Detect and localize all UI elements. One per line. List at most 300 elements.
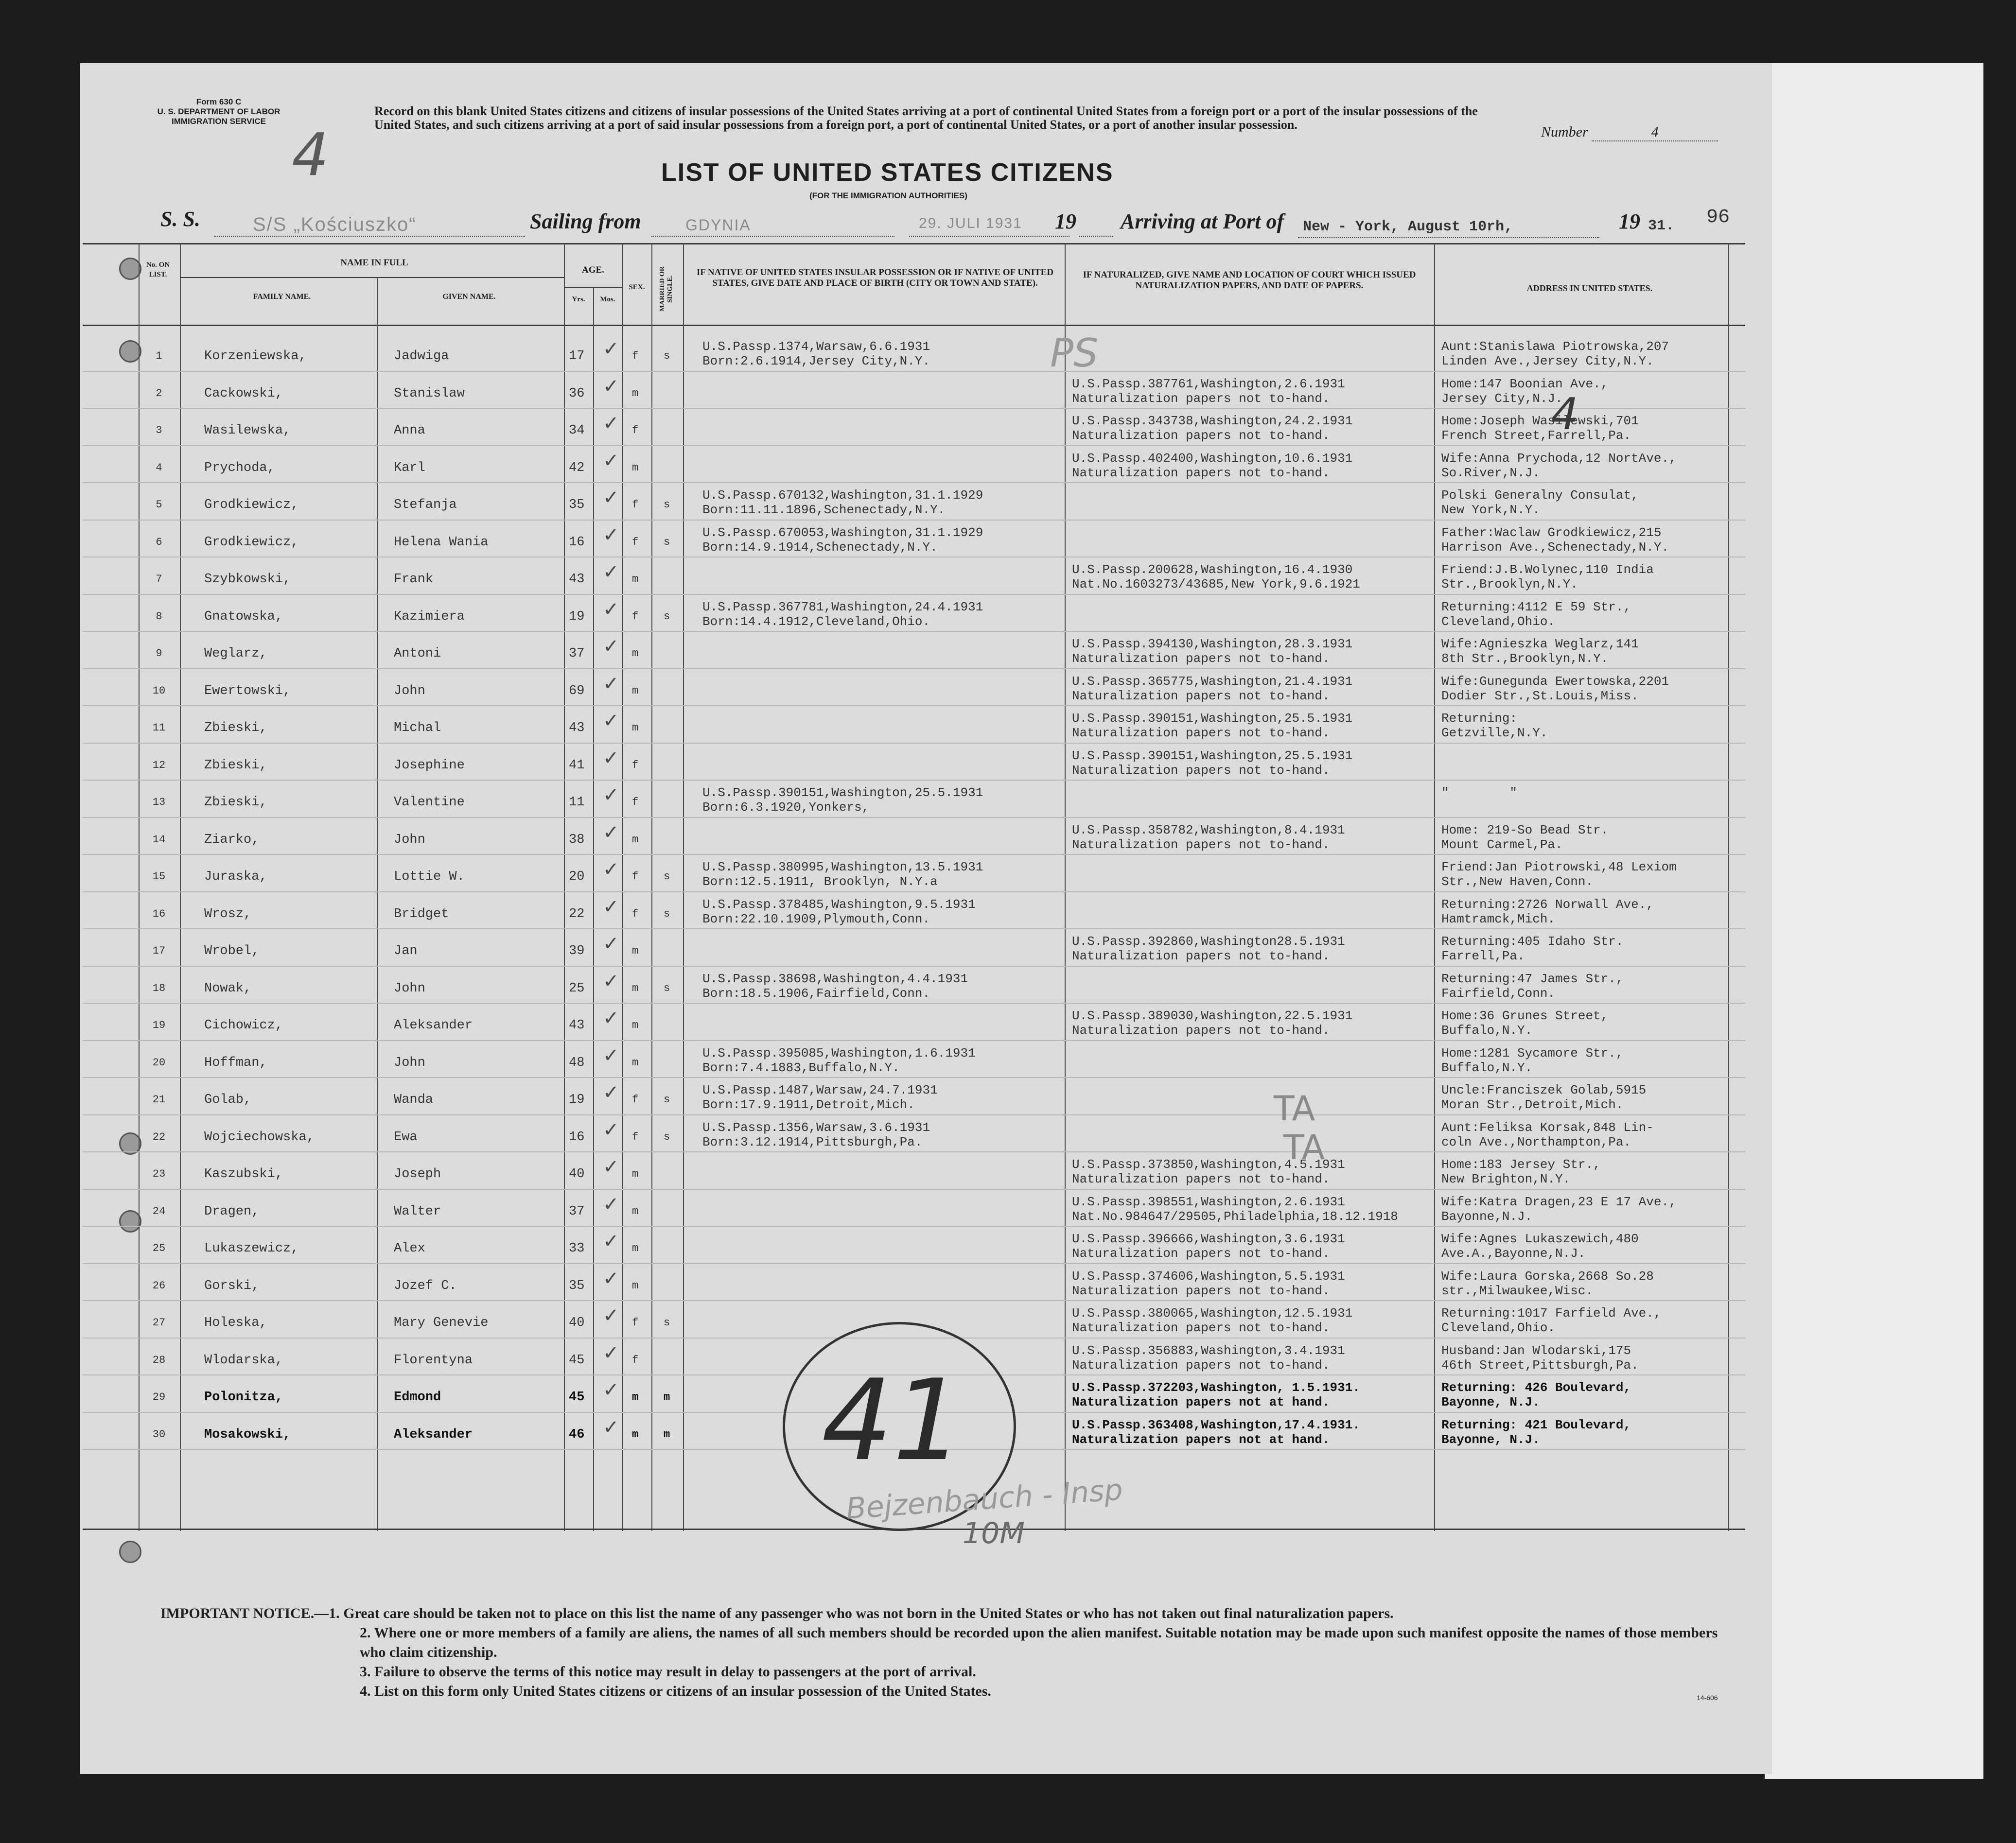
given-name: Frank xyxy=(394,572,434,587)
age-years: 11 xyxy=(569,795,585,810)
family-name: Wlodarska, xyxy=(204,1353,283,1368)
circled-total-value: 41 xyxy=(822,1356,964,1486)
age-years: 37 xyxy=(569,1204,585,1219)
age-years: 37 xyxy=(569,646,585,661)
col-given-name: GIVEN NAME. xyxy=(442,293,496,301)
given-name: John xyxy=(394,1055,425,1070)
row-number: 23 xyxy=(152,1168,166,1180)
age-years: 45 xyxy=(569,1353,585,1368)
sex: m xyxy=(632,1391,639,1403)
age-years: 19 xyxy=(569,1093,585,1107)
age-years: 69 xyxy=(569,683,585,698)
naturalization-info-line: U.S.Passp.372203,Washington, 1.5.1931. xyxy=(1072,1380,1360,1395)
check-mark-icon: ✓ xyxy=(603,1007,619,1029)
row-rule xyxy=(83,482,1745,483)
address-line: Bayonne,N.J. xyxy=(1441,1209,1533,1224)
naturalization-info-line: Naturalization papers not to-hand. xyxy=(1072,428,1330,443)
check-mark-icon: ✓ xyxy=(603,338,619,360)
row-number: 2 xyxy=(156,387,162,400)
birth-info-line: Born:7.4.1883,Buffalo,N.Y. xyxy=(702,1060,900,1075)
check-mark-icon: ✓ xyxy=(603,784,619,806)
naturalization-info-line: U.S.Passp.373850,Washington,4.5.1931 xyxy=(1072,1157,1345,1172)
family-name: Zbieski, xyxy=(204,758,267,773)
marital-status: s xyxy=(664,907,670,920)
row-number: 30 xyxy=(152,1428,166,1441)
row-number: 25 xyxy=(152,1242,166,1254)
given-name: Michal xyxy=(394,721,441,735)
address-line: Wife:Agnieszka Weglarz,141 xyxy=(1441,637,1639,651)
check-mark-icon: ✓ xyxy=(603,1118,619,1141)
age-years: 42 xyxy=(569,460,585,475)
address-line: Mount Carmel,Pa. xyxy=(1441,837,1563,852)
col-family-name: FAMILY NAME. xyxy=(253,293,311,301)
marital-status: s xyxy=(664,1130,670,1143)
given-name: John xyxy=(394,683,425,698)
sex: f xyxy=(632,1094,639,1106)
sex: m xyxy=(632,1019,639,1031)
address-line: Returning:47 James Str., xyxy=(1441,971,1624,986)
check-mark-icon: ✓ xyxy=(603,970,619,992)
naturalization-info-line: Naturalization papers not to-hand. xyxy=(1072,651,1330,666)
col-age-yrs: Yrs. xyxy=(572,296,585,303)
sex: f xyxy=(632,499,639,511)
col-naturalized: IF NATURALIZED, GIVE NAME AND LOCATION OF COURT WHICH ISSUED NATURALIZATION PAPERS, AND DATE OF PAPERS. xyxy=(1083,270,1416,291)
naturalization-info-line: U.S.Passp.356883,Washington,3.4.1931 xyxy=(1072,1343,1345,1358)
age-years: 48 xyxy=(569,1055,585,1070)
given-name: Valentine xyxy=(394,795,465,810)
row-number: 27 xyxy=(152,1317,166,1329)
age-years: 36 xyxy=(569,386,585,401)
given-name: Ewa xyxy=(394,1130,418,1145)
check-mark-icon: ✓ xyxy=(603,895,619,918)
sex: m xyxy=(632,573,639,585)
family-name: Gnatowska, xyxy=(204,609,283,624)
age-years: 40 xyxy=(569,1316,585,1330)
sex: f xyxy=(632,907,639,920)
row-number: 4 xyxy=(156,461,162,474)
address-line: Home:147 Boonian Ave., xyxy=(1441,376,1609,391)
given-name: Mary Genevie xyxy=(394,1316,489,1330)
address-line: Home: 219-So Bead Str. xyxy=(1441,822,1609,837)
naturalization-info-line: Naturalization papers not to-hand. xyxy=(1072,763,1330,778)
birth-info-line: Born:12.5.1911, Brooklyn, N.Y.a xyxy=(702,874,938,889)
birth-info-line: Born:17.9.1911,Detroit,Mich. xyxy=(702,1097,915,1112)
sex: m xyxy=(632,1056,639,1069)
family-name: Szybkowski, xyxy=(204,572,291,587)
naturalization-info-line: U.S.Passp.358782,Washington,8.4.1931 xyxy=(1072,822,1345,837)
row-number: 20 xyxy=(152,1056,166,1069)
row-rule xyxy=(83,891,1745,892)
address-line: Ave.A.,Bayonne,N.J. xyxy=(1441,1246,1586,1261)
family-name: Hoffman, xyxy=(204,1055,267,1070)
given-name: John xyxy=(394,981,425,996)
row-number: 13 xyxy=(152,796,166,808)
age-years: 35 xyxy=(569,498,585,512)
check-mark-icon: ✓ xyxy=(603,561,619,583)
pencil-ta-mark: TA xyxy=(1283,1128,1325,1167)
form-code: 14-606 xyxy=(1697,1694,1718,1702)
col-address: ADDRESS IN UNITED STATES. xyxy=(1526,283,1653,293)
row-number: 1 xyxy=(156,350,162,362)
age-years: 39 xyxy=(569,944,585,958)
naturalization-info-line: U.S.Passp.200628,Washington,16.4.1930 xyxy=(1072,562,1353,577)
birth-info-line: U.S.Passp.395085,Washington,1.6.1931 xyxy=(702,1045,976,1061)
given-name: Walter xyxy=(394,1204,441,1219)
notice-text: —1. Great care should be taken not to place on this list the name of any passenger who was not born in the United States or who has not taken out final naturalization papers. xyxy=(314,1605,1394,1621)
sailing-label: Sailing from xyxy=(530,209,641,233)
given-name: Antoni xyxy=(394,646,441,661)
sex: m xyxy=(632,722,639,734)
check-mark-icon: ✓ xyxy=(603,487,619,509)
birth-info-line: Born:14.4.1912,Cleveland,Ohio. xyxy=(702,614,930,629)
given-name: Jadwiga xyxy=(394,349,449,364)
given-name: Josephine xyxy=(394,758,465,773)
row-number: 10 xyxy=(152,684,166,697)
family-name: Gorski, xyxy=(204,1278,260,1293)
naturalization-info-line: U.S.Passp.363408,Washington,17.4.1931. xyxy=(1072,1417,1360,1432)
address-line: Farrell,Pa. xyxy=(1441,949,1525,963)
row-rule xyxy=(83,594,1745,595)
given-name: Edmond xyxy=(394,1390,441,1405)
family-name: Juraska, xyxy=(204,869,267,884)
given-name: Wanda xyxy=(394,1093,434,1107)
row-number: 29 xyxy=(152,1391,166,1403)
important-notice xyxy=(160,1604,1740,1701)
birth-info-line: U.S.Passp.670053,Washington,31.1.1929 xyxy=(702,525,983,540)
check-mark-icon: ✓ xyxy=(603,1416,619,1439)
check-mark-icon: ✓ xyxy=(603,523,619,546)
age-years: 20 xyxy=(569,869,585,884)
sex: m xyxy=(632,945,639,957)
sex: m xyxy=(632,1428,639,1441)
marital-status: s xyxy=(664,1094,670,1106)
scanner-backing-strip xyxy=(1765,63,1983,1779)
check-mark-icon: ✓ xyxy=(603,1267,619,1290)
row-rule xyxy=(83,1300,1745,1301)
row-rule xyxy=(83,1189,1745,1190)
family-name: Kaszubski, xyxy=(204,1167,283,1182)
marital-status: m xyxy=(664,1428,670,1441)
row-number: 28 xyxy=(152,1354,166,1366)
sex: m xyxy=(632,1279,639,1292)
given-name: Florentyna xyxy=(394,1353,473,1368)
address-line: French Street,Farrell,Pa. xyxy=(1441,428,1631,443)
col-insular-birth: IF NATIVE OF UNITED STATES INSULAR POSSESSION OR IF NATIVE OF UNITED STATES, GIVE DATE AND PLACE OF BIRTH (CITY OR TOWN AND STATE). xyxy=(696,267,1054,288)
list-number xyxy=(1541,124,1718,141)
address-line: Uncle:Franciszek Golab,5915 xyxy=(1441,1083,1647,1097)
address-line: So.River,N.J. xyxy=(1441,465,1540,480)
marital-status: s xyxy=(664,1317,670,1329)
department-name: U. S. DEPARTMENT OF LABOR xyxy=(157,107,280,116)
address-line: " " xyxy=(1441,785,1518,800)
col-age-mos: Mos. xyxy=(600,296,615,303)
address-line: Returning:1017 Farfield Ave., xyxy=(1441,1306,1662,1321)
row-number: 6 xyxy=(156,536,162,548)
family-name: Lukaszewicz, xyxy=(204,1241,299,1256)
sex: m xyxy=(632,647,639,660)
sex: m xyxy=(632,461,639,474)
sex: m xyxy=(632,982,639,994)
check-mark-icon: ✓ xyxy=(603,598,619,621)
row-rule xyxy=(83,705,1745,706)
address-line: Returning:2726 Norwall Ave., xyxy=(1441,897,1654,912)
address-line: Hamtramck,Mich. xyxy=(1441,911,1556,926)
address-line: Returning:4112 E 59 Str., xyxy=(1441,599,1631,614)
family-name: Golab, xyxy=(204,1093,252,1107)
service-name: IMMIGRATION SERVICE xyxy=(172,117,266,126)
row-number: 14 xyxy=(152,833,166,846)
address-line: Aunt:Feliksa Korsak,848 Lin- xyxy=(1441,1120,1654,1135)
row-rule xyxy=(83,1226,1745,1227)
address-line: New Brighton,N.Y. xyxy=(1441,1172,1571,1186)
family-name: Weglarz, xyxy=(204,646,267,661)
sheet-mark: 4 xyxy=(292,122,329,189)
family-name: Cichowicz, xyxy=(204,1018,283,1033)
naturalization-info-line: Naturalization papers not to-hand. xyxy=(1072,1357,1330,1373)
naturalization-info-line: Naturalization papers not to-hand. xyxy=(1072,465,1330,480)
page-subtitle: (FOR THE IMMIGRATION AUTHORITIES) xyxy=(809,191,967,200)
arriving-label: Arriving at Port of xyxy=(1121,209,1284,233)
row-rule xyxy=(83,556,1745,557)
sex: f xyxy=(632,1130,639,1143)
naturalization-info-line: Naturalization papers not to-hand. xyxy=(1072,1246,1330,1261)
given-name: Anna xyxy=(394,423,425,438)
sailing-port-line xyxy=(651,236,894,237)
age-years: 34 xyxy=(569,423,585,438)
arrival-year: 31. xyxy=(1648,218,1675,234)
address-line: str.,Milwaukee,Wisc. xyxy=(1441,1283,1594,1298)
address-line: Linden Ave.,Jersey City,N.Y. xyxy=(1441,354,1654,368)
check-mark-icon: ✓ xyxy=(603,1304,619,1327)
row-rule xyxy=(83,966,1745,967)
birth-info-line: U.S.Passp.38698,Washington,4.4.1931 xyxy=(702,971,968,986)
address-line: Fairfield,Conn. xyxy=(1441,986,1556,1001)
address-line: Father:Waclaw Grodkiewicz,215 xyxy=(1441,525,1662,540)
family-name: Dragen, xyxy=(204,1204,260,1219)
marital-status: s xyxy=(664,870,670,883)
given-name: John xyxy=(394,832,425,847)
address-line: Home:183 Jersey Str., xyxy=(1441,1157,1601,1172)
row-rule xyxy=(83,817,1745,818)
family-name: Holeska, xyxy=(204,1316,267,1330)
row-rule xyxy=(83,520,1745,521)
sailing-port: GDYNIA xyxy=(685,216,751,234)
row-number: 26 xyxy=(152,1279,166,1292)
address-line: Bayonne, N.J. xyxy=(1441,1395,1540,1409)
age-years: 43 xyxy=(569,721,585,735)
row-number: 22 xyxy=(152,1130,166,1143)
sex: f xyxy=(632,870,639,883)
address-line: Polski Generalny Consulat, xyxy=(1441,488,1639,503)
family-name: Grodkiewicz, xyxy=(204,535,299,550)
row-rule xyxy=(83,631,1745,632)
address-line: Wife:Gunegunda Ewertowska,2201 xyxy=(1441,674,1669,689)
row-rule xyxy=(83,1114,1745,1115)
arrival-line xyxy=(1298,237,1599,238)
row-rule xyxy=(83,668,1745,669)
birth-info-line: Born:6.3.1920,Yonkers, xyxy=(702,800,870,815)
marital-status: s xyxy=(664,350,670,362)
check-mark-icon: ✓ xyxy=(603,821,619,844)
row-number: 17 xyxy=(152,945,166,957)
ss-label: S. S. xyxy=(160,207,200,231)
address-line: 46th Street,Pittsburgh,Pa. xyxy=(1441,1357,1639,1373)
age-subheader-rule xyxy=(564,287,622,288)
row-rule xyxy=(83,371,1745,372)
naturalization-info-line: Nat.No.984647/29505,Philadelphia,18.12.1918 xyxy=(1072,1209,1398,1224)
check-mark-icon: ✓ xyxy=(603,1044,619,1067)
address-line: Home:Joseph Wasilewski,701 xyxy=(1441,414,1639,428)
birth-info-line: U.S.Passp.1487,Warsaw,24.7.1931 xyxy=(702,1083,938,1097)
address-line: Str.,Brooklyn,N.Y. xyxy=(1441,577,1578,591)
age-years: 41 xyxy=(569,758,585,773)
given-name: Jozef C. xyxy=(394,1278,457,1293)
marital-status: s xyxy=(664,982,670,994)
form-description: Record on this blank United States citizens and citizens of insular possessions of the United States arriving at a port of continental United States from a foreign port or a port of the insular possessions of the United States, and such citizens arriving at a port of said insular possessions from a foreign port, a port of continental United States, or a port of another insular possession. xyxy=(374,104,1478,132)
check-mark-icon: ✓ xyxy=(603,933,619,955)
sex: f xyxy=(632,796,639,808)
row-rule xyxy=(83,1040,1745,1041)
row-number: 3 xyxy=(156,424,162,436)
age-years: 33 xyxy=(569,1241,585,1256)
address-line: Cleveland,Ohio. xyxy=(1441,614,1556,629)
table-top-rule xyxy=(83,243,1745,244)
naturalization-info-line: U.S.Passp.394130,Washington,28.3.1931 xyxy=(1072,637,1353,651)
sex: f xyxy=(632,1317,639,1329)
age-years: 43 xyxy=(569,572,585,587)
age-years: 43 xyxy=(569,1018,585,1033)
pencil-side-mark: 4 xyxy=(1551,389,1579,440)
birth-info-line: Born:22.10.1909,Plymouth,Conn. xyxy=(702,911,930,926)
address-line: Aunt:Stanislawa Piotrowska,207 xyxy=(1441,339,1669,354)
family-name: Wrosz, xyxy=(204,906,252,922)
family-name: Wasilewska, xyxy=(204,423,291,438)
age-years: 46 xyxy=(569,1427,585,1442)
check-mark-icon: ✓ xyxy=(603,1193,619,1216)
notice-heading: IMPORTANT NOTICE. xyxy=(160,1605,315,1621)
birth-info-line: U.S.Passp.390151,Washington,25.5.1931 xyxy=(702,785,983,800)
address-line: Wife:Katra Dragen,23 E 17 Ave., xyxy=(1441,1194,1677,1209)
col-married-single: MARRIED OR SINGLE. xyxy=(659,266,674,312)
given-name: Aleksander xyxy=(394,1018,473,1033)
family-name: Ziarko, xyxy=(204,832,260,847)
naturalization-info-line: U.S.Passp.374606,Washington,5.5.1931 xyxy=(1072,1269,1345,1284)
notice-item-1 xyxy=(160,1604,1740,1623)
birth-info-line: Born:11.11.1896,Schenectady,N.Y. xyxy=(702,503,946,517)
naturalization-info-line: Naturalization papers not at hand. xyxy=(1072,1432,1330,1447)
birth-info-line: U.S.Passp.670132,Washington,31.1.1929 xyxy=(702,488,983,503)
sex: m xyxy=(632,833,639,846)
address-line: Wife:Agnes Lukaszewich,480 xyxy=(1441,1232,1639,1246)
pencil-initials: PS xyxy=(1050,330,1099,376)
age-years: 25 xyxy=(569,981,585,996)
row-rule xyxy=(83,743,1745,744)
marital-status: s xyxy=(664,536,670,548)
row-number: 16 xyxy=(152,907,166,920)
address-line: Moran Str.,Detroit,Mich. xyxy=(1441,1097,1624,1112)
address-line: Buffalo,N.Y. xyxy=(1441,1060,1533,1075)
age-years: 40 xyxy=(569,1167,585,1182)
sailing-date-line xyxy=(909,236,1069,237)
notice-item-2: 2. Where one or more members of a family are aliens, the names of all such members should be recorded upon the alien manifest. Suitable notation may be made upon such manifest opposite the names of those members who claim citizenship. xyxy=(360,1625,1718,1660)
naturalization-info-line: Naturalization papers not at hand. xyxy=(1072,1395,1330,1409)
form-identifier xyxy=(126,97,311,126)
address-line: Home:1281 Sycamore Str., xyxy=(1441,1045,1624,1061)
row-number: 8 xyxy=(156,610,162,623)
naturalization-info-line: Naturalization papers not to-hand. xyxy=(1072,837,1330,852)
naturalization-info-line: Naturalization papers not to-hand. xyxy=(1072,1172,1330,1186)
birth-info-line: U.S.Passp.380995,Washington,13.5.1931 xyxy=(702,860,983,874)
col-divider xyxy=(593,287,594,1531)
form-number: Form 630 C xyxy=(196,97,242,106)
birth-info-line: Born:3.12.1914,Pittsburgh,Pa. xyxy=(702,1134,923,1149)
age-years: 17 xyxy=(569,349,585,364)
address-line: Home:36 Grunes Street, xyxy=(1441,1008,1609,1023)
notice-item-4: 4. List on this form only United States citizens or citizens of an insular possession of the United States. xyxy=(360,1683,991,1699)
ship-name: S/S „Kościuszko“ xyxy=(253,214,417,235)
sailing-date: 29. JULI 1931 xyxy=(919,215,1022,231)
marital-status: m xyxy=(664,1391,670,1403)
naturalization-info-line: Naturalization papers not to-hand. xyxy=(1072,391,1330,406)
row-number: 11 xyxy=(152,722,166,734)
address-line: Returning: xyxy=(1441,711,1518,726)
row-rule xyxy=(83,1077,1745,1078)
check-mark-icon: ✓ xyxy=(603,1230,619,1252)
naturalization-info-line: U.S.Passp.402400,Washington,10.6.1931 xyxy=(1072,451,1353,466)
naturalization-info-line: Naturalization papers not to-hand. xyxy=(1072,688,1330,703)
naturalization-info-line: Naturalization papers not to-hand. xyxy=(1072,1283,1330,1298)
given-name: Bridget xyxy=(394,906,449,922)
check-mark-icon: ✓ xyxy=(603,1379,619,1401)
sex: f xyxy=(632,610,639,623)
naturalization-info-line: U.S.Passp.390151,Washington,25.5.1931 xyxy=(1072,711,1353,726)
address-line: New York,N.Y. xyxy=(1441,503,1540,517)
address-line: Friend:J.B.Wolynec,110 India xyxy=(1441,562,1654,577)
address-line: Returning: 426 Boulevard, xyxy=(1441,1380,1631,1395)
row-rule xyxy=(83,408,1745,409)
row-rule xyxy=(83,780,1745,781)
naturalization-info-line: U.S.Passp.365775,Washington,21.4.1931 xyxy=(1072,674,1353,689)
col-name-in-full: NAME IN FULL xyxy=(340,258,408,268)
number-value: 4 xyxy=(1592,124,1718,141)
marital-status: s xyxy=(664,610,670,623)
sex: m xyxy=(632,684,639,697)
arrival-port-date: New - York, August 10rh, xyxy=(1303,219,1513,235)
sex: m xyxy=(632,387,639,400)
given-name: Helena Wania xyxy=(394,535,489,550)
age-years: 45 xyxy=(569,1390,585,1405)
age-years: 16 xyxy=(569,535,585,550)
row-rule xyxy=(83,928,1745,929)
given-name: Jan xyxy=(394,944,418,958)
check-mark-icon: ✓ xyxy=(603,375,619,398)
page-number: 96 xyxy=(1706,207,1730,228)
arrival-year-prefix: 19 xyxy=(1619,209,1640,233)
naturalization-info-line: Naturalization papers not to-hand. xyxy=(1072,1023,1330,1038)
address-line: Returning: 421 Boulevard, xyxy=(1441,1417,1631,1432)
naturalization-info-line: Naturalization papers not to-hand. xyxy=(1072,726,1330,740)
age-years: 16 xyxy=(569,1130,585,1145)
check-mark-icon: ✓ xyxy=(603,1341,619,1364)
birth-info-line: U.S.Passp.378485,Washington,9.5.1931 xyxy=(702,897,976,912)
sex: f xyxy=(632,536,639,548)
family-name: Mosakowski, xyxy=(204,1427,291,1442)
number-label: Number xyxy=(1541,124,1588,140)
address-line: Cleveland,Ohio. xyxy=(1441,1321,1556,1335)
name-subheader-rule xyxy=(180,277,564,278)
row-rule xyxy=(83,854,1745,855)
birth-info-line: U.S.Passp.1374,Warsaw,6.6.1931 xyxy=(702,339,930,354)
